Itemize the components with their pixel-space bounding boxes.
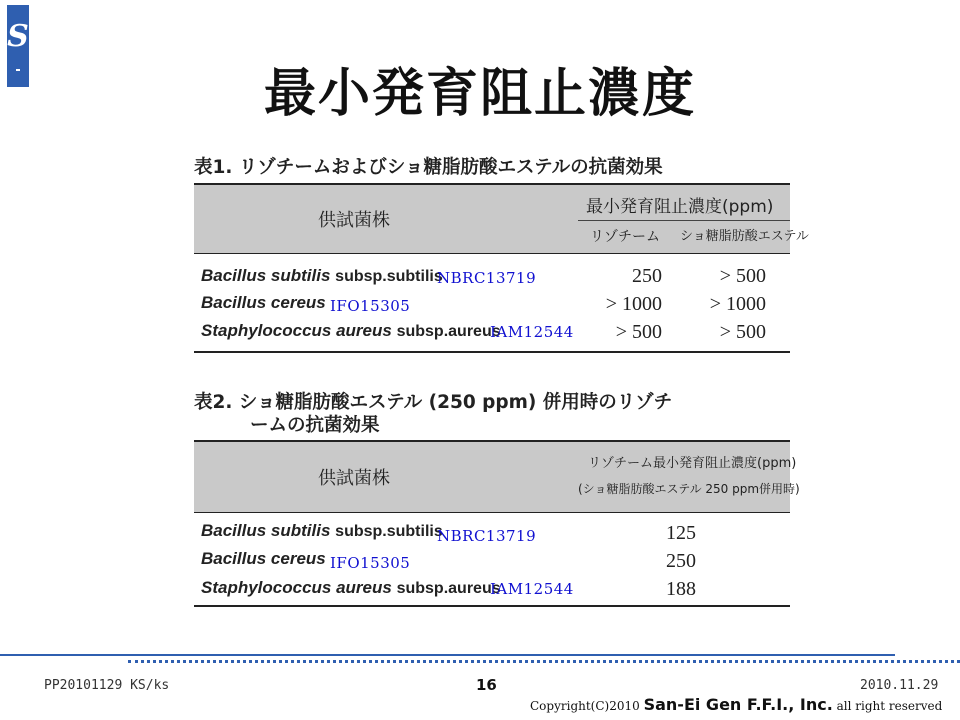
table-row-strain (201, 292, 326, 314)
ester-value: > 1000 (709, 293, 766, 315)
table2-header-strain: 供試菌株 (318, 468, 390, 489)
table2-header-rule (194, 512, 790, 513)
table-row-strain (201, 520, 443, 543)
footer-rule (0, 654, 895, 656)
lysozyme-value: 250 (632, 265, 662, 287)
table1-header-strain: 供試菌株 (318, 210, 390, 231)
footer-document-id: PP20101129 KS/ks (44, 678, 170, 693)
table2-header-line2: (ショ糖脂肪酸エステル 250 ppm併用時) (578, 482, 800, 496)
ester-value: > 500 (719, 265, 766, 287)
table2-header-line1: リゾチーム最小発育阻止濃度(ppm) (588, 456, 797, 471)
table-row-strain (201, 548, 326, 570)
table2-caption-line2: ームの抗菌効果 (250, 415, 380, 436)
strain-name: Bacillus cereus (201, 549, 326, 568)
strain-name: Bacillus subtilis (201, 521, 331, 540)
strain-code: IAM12544 (490, 580, 574, 598)
table1-header-divider (578, 220, 790, 221)
lysozyme-value: > 1000 (605, 293, 662, 315)
table2-bottom-rule (194, 605, 790, 607)
copyright-prefix: Copyright(C)2010 (530, 699, 640, 713)
strain-subspecies: subsp.subtilis (335, 523, 443, 540)
table1-header-lysozyme: リゾチーム (590, 229, 660, 245)
company-name: San-Ei Gen F.F.I., Inc. (643, 695, 833, 714)
mic-value: 188 (666, 578, 696, 600)
ester-value: > 500 (719, 321, 766, 343)
page-number: 16 (476, 676, 497, 694)
footer-copyright (530, 695, 942, 714)
footer-date: 2010.11.29 (860, 678, 939, 693)
strain-subspecies: subsp.aureus (396, 323, 501, 340)
table-row-strain (201, 577, 501, 600)
table1-bottom-rule (194, 351, 790, 353)
strain-name: Staphylococcus aureus (201, 321, 392, 340)
table1-caption: 表1. リゾチームおよびショ糖脂肪酸エステルの抗菌効果 (194, 157, 663, 178)
table1-header-mic: 最小発育阻止濃度(ppm) (586, 197, 774, 217)
table2-header (194, 442, 790, 512)
table1-header-rule (194, 253, 790, 254)
strain-code: NBRC13719 (437, 527, 537, 545)
table2-caption: 表2. ショ糖脂肪酸エステル (250 ppm) 併用時のリゾチ (194, 392, 673, 413)
slide-title: 最小発育阻止濃度 (263, 64, 696, 124)
strain-name: Staphylococcus aureus (201, 578, 392, 597)
strain-code: IAM12544 (490, 323, 574, 341)
mic-value: 250 (666, 550, 696, 572)
table-row-strain (201, 320, 501, 343)
strain-code: IFO15305 (330, 554, 411, 572)
strain-subspecies: subsp.subtilis (335, 268, 443, 285)
table-row-strain (201, 265, 443, 288)
mic-value: 125 (666, 522, 696, 544)
footer-dotted-rule (128, 660, 960, 663)
table1-header-ester: ショ糖脂肪酸エステル (680, 229, 809, 244)
strain-code: IFO15305 (330, 297, 411, 315)
lysozyme-value: > 500 (615, 321, 662, 343)
strain-subspecies: subsp.aureus (396, 580, 501, 597)
strain-code: NBRC13719 (437, 269, 537, 287)
logo-glyph: S (7, 19, 29, 54)
copyright-suffix: all right reserved (836, 699, 943, 713)
strain-name: Bacillus cereus (201, 293, 326, 312)
strain-name: Bacillus subtilis (201, 266, 331, 285)
